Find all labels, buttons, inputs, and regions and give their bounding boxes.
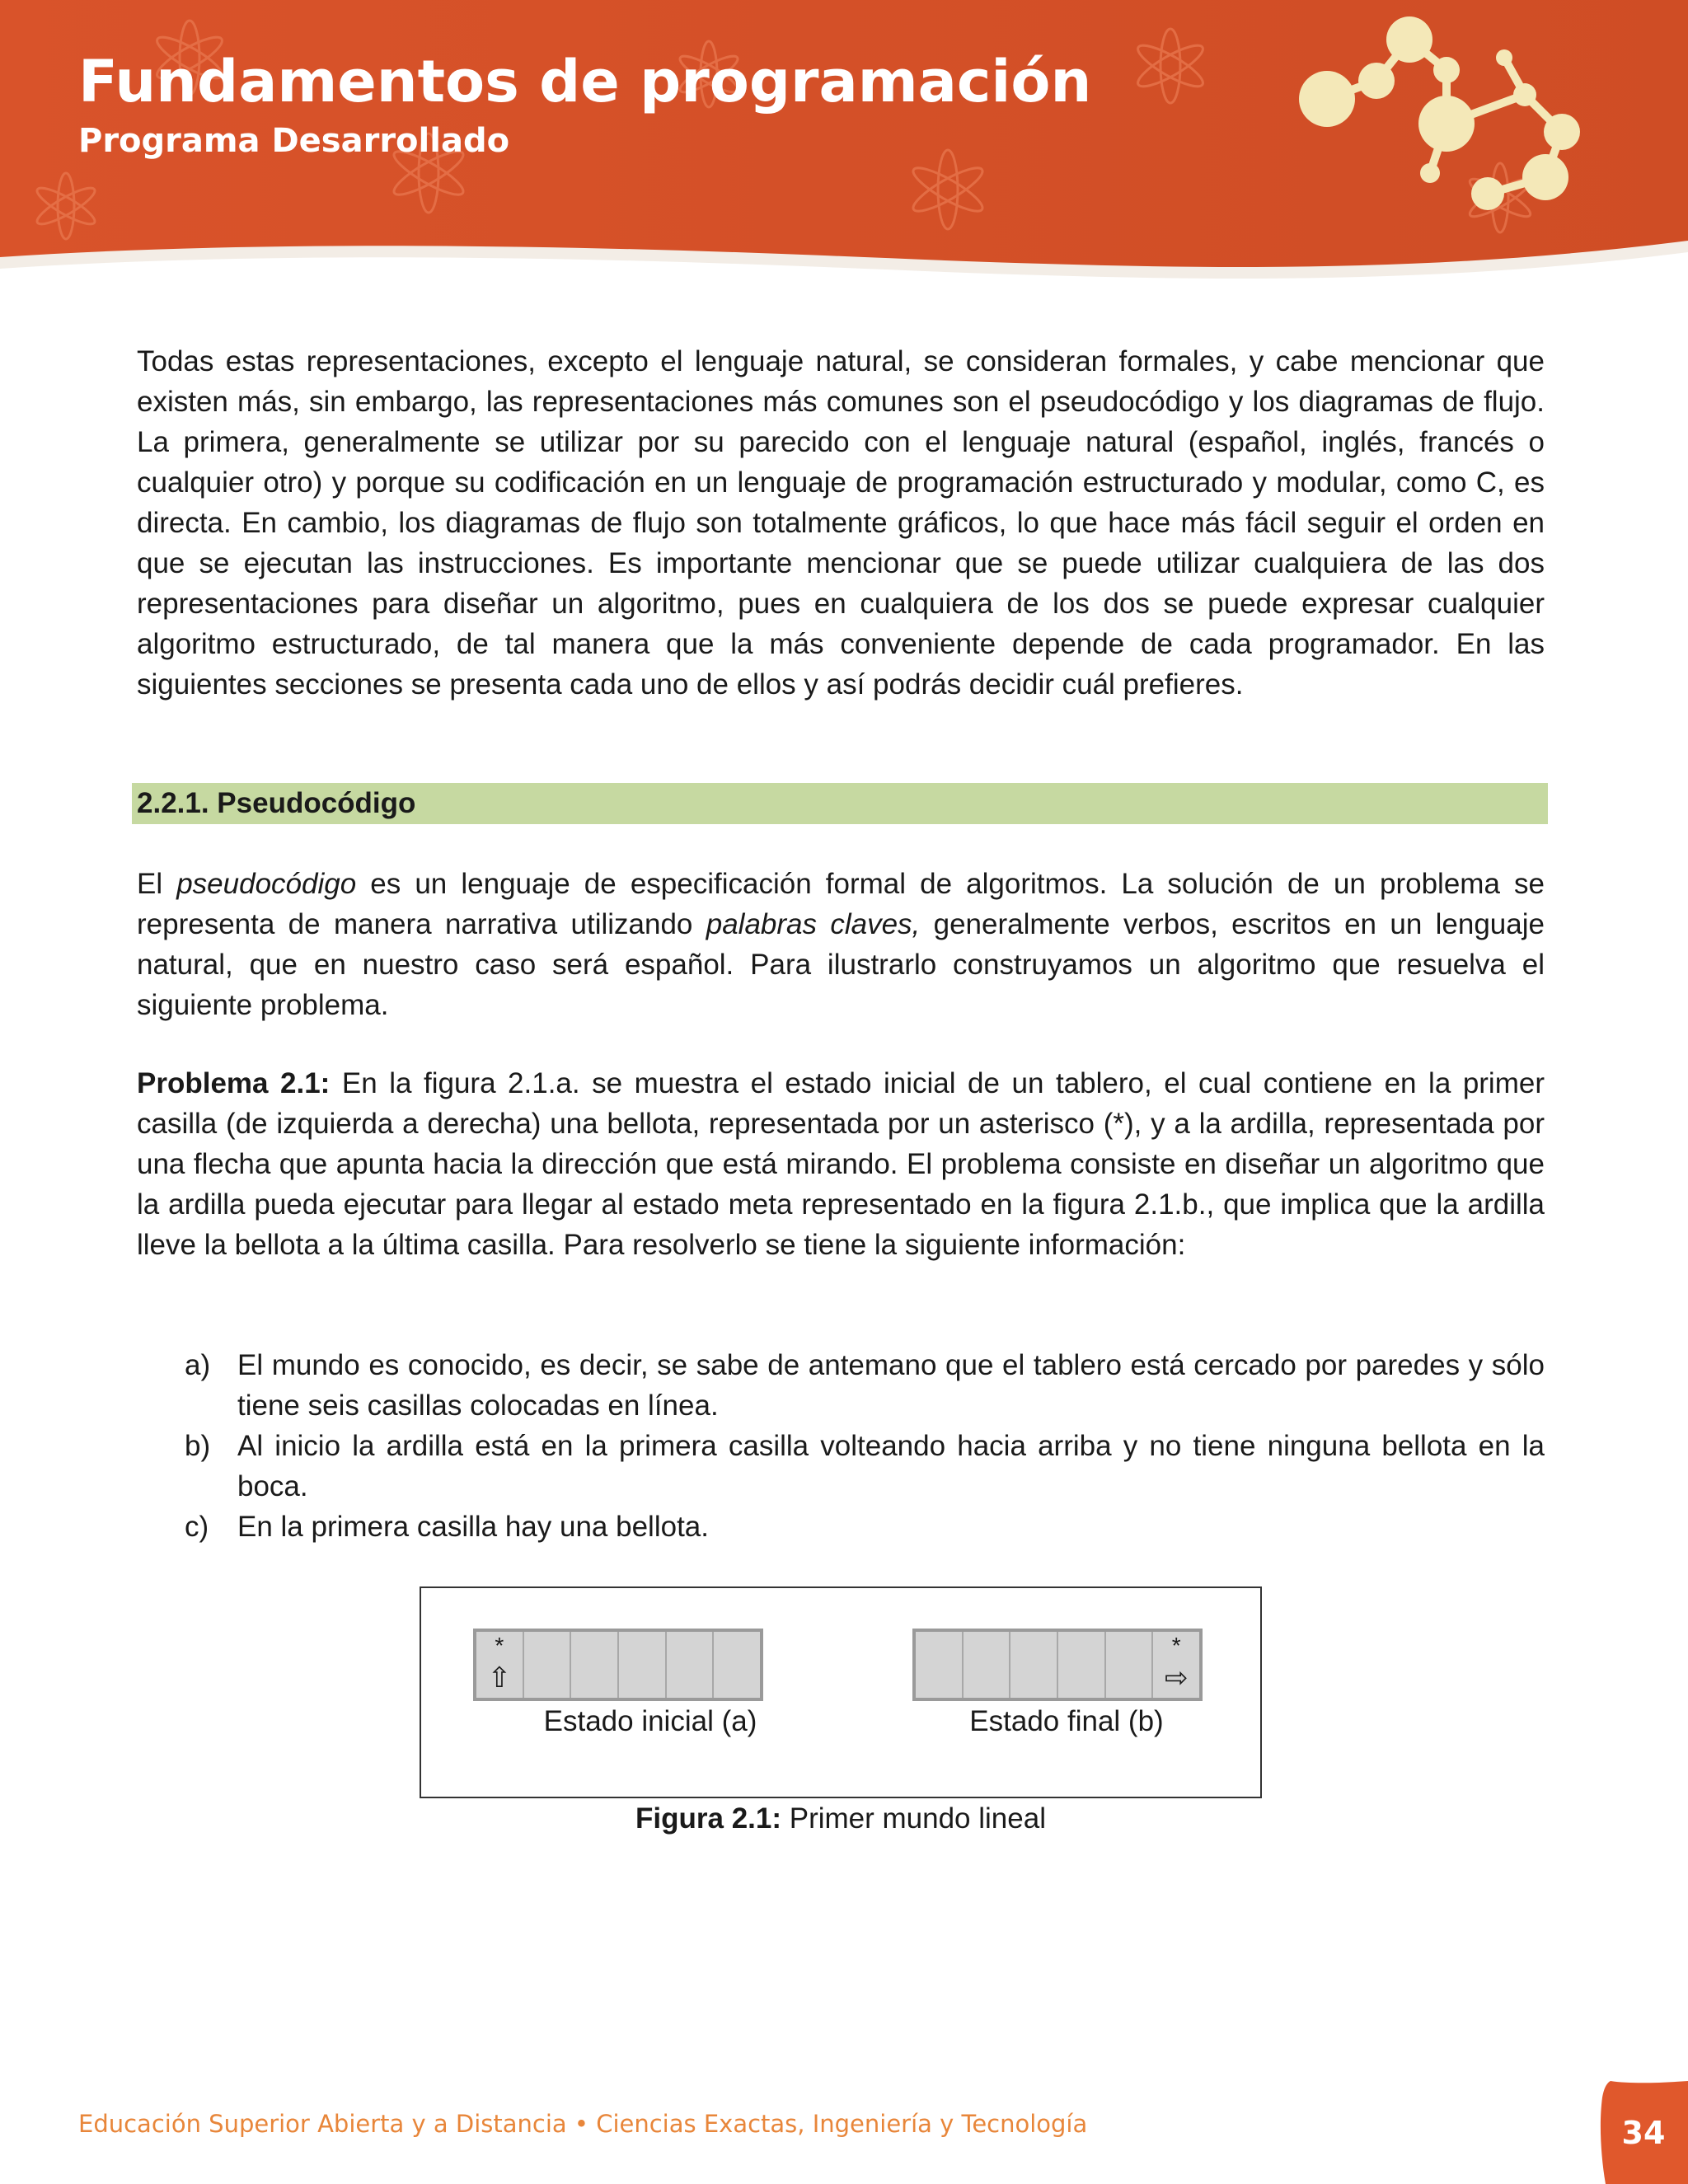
list-marker: c) bbox=[185, 1511, 209, 1543]
board-initial-label: Estado inicial (a) bbox=[543, 1705, 757, 1737]
list-item bbox=[185, 1507, 1545, 1547]
intro-paragraph: Todas estas representaciones, excepto el lenguaje natural, se consideran formales, y cabe mencionar que existen más, sin embargo, las representaciones más comunes son el pseudocódigo y los diagramas de flujo. La primera, generalmente se utilizar por su parecido con el lenguaje natural (español, inglés, francés o cualquier otro) y porque su codificación en un lenguaje de programación estructurado y modular, como C, es directa. En cambio, los diagramas de flujo son totalmente gráficos, lo que hace más fácil seguir el orden en que se ejecutan las instrucciones. Es importante mencionar que se puede utilizar cualquiera de las dos representaciones para diseñar un algoritmo, pues en cualquiera de los dos se puede expresar cualquier algoritmo estructurado, de tal manera que la más conveniente depende de cada programador. En las siguientes secciones se presenta cada uno de ellos y así podrás decidir cuál prefieres. bbox=[137, 345, 1545, 701]
board-cell bbox=[1153, 1632, 1199, 1698]
board-cell bbox=[1010, 1632, 1058, 1698]
acorn-marker: * bbox=[1171, 1633, 1181, 1658]
pseudo-text-1: El bbox=[137, 868, 177, 900]
right-arrow-icon: ⇨ bbox=[1164, 1662, 1189, 1694]
up-arrow-icon: ⇧ bbox=[487, 1662, 512, 1694]
board-cell bbox=[916, 1632, 964, 1698]
figure-caption bbox=[420, 1801, 1262, 1837]
caption-text: Primer mundo lineal bbox=[781, 1802, 1046, 1835]
pseudo-text-3: generalmente verbos, escritos en un lenguaje natural, que en nuestro caso será español. Para ilustrarlo construyamos un algoritmo que resuelva el siguiente problema. bbox=[137, 908, 1545, 1021]
list-marker: a) bbox=[185, 1349, 211, 1381]
header-banner bbox=[0, 0, 1688, 297]
document-subtitle: Programa Desarrollado bbox=[78, 122, 510, 160]
caption-label: Figura 2.1: bbox=[635, 1802, 781, 1835]
problem-text: En la figura 2.1.a. se muestra el estado inicial de un tablero, el cual contiene en la primer casilla (de izquierda a derecha) una bellota, representada por un asterisco (*), y a la ardilla, representada por una flecha que apunta hacia la dirección que está mirando. El problema consiste en diseñar un algoritmo que la ardilla pueda ejecutar para llegar al estado meta representado en la figura 2.1.b., que implica que la ardilla lleve la bellota a la última casilla. Para resolverlo se tiene la siguiente información: bbox=[137, 1067, 1545, 1261]
board-final bbox=[912, 1629, 1203, 1701]
board-cell bbox=[571, 1632, 619, 1698]
board-cell bbox=[524, 1632, 572, 1698]
board-cell bbox=[964, 1632, 1011, 1698]
problem-section bbox=[137, 1063, 1545, 1265]
list-text: En la primera casilla hay una bellota. bbox=[237, 1511, 709, 1543]
board-cell bbox=[714, 1632, 760, 1698]
board-cell bbox=[1058, 1632, 1106, 1698]
board-cell bbox=[667, 1632, 715, 1698]
pseudo-term: pseudocódigo bbox=[176, 868, 357, 900]
molecule-graphic bbox=[1269, 8, 1599, 239]
intro-section bbox=[137, 341, 1545, 705]
figure-box bbox=[420, 1586, 1262, 1798]
pseudo-paragraph bbox=[137, 864, 1545, 1025]
page-number: 34 bbox=[1621, 2115, 1666, 2151]
list-text: Al inicio la ardilla está en la primera casilla volteando hacia arriba y no tiene ninguna bellota en la boca. bbox=[237, 1430, 1545, 1502]
board-cell bbox=[476, 1632, 524, 1698]
document-title: Fundamentos de programación bbox=[78, 48, 1092, 115]
list-marker: b) bbox=[185, 1430, 211, 1462]
list-item bbox=[185, 1345, 1545, 1426]
footer-text: Educación Superior Abierta y a Distancia • Ciencias Exactas, Ingeniería y Tecnología bbox=[78, 2110, 1088, 2138]
acorn-marker: * bbox=[495, 1633, 504, 1658]
pseudo-text-2: es un lenguaje de especificación formal de algoritmos. La solución de un problema se representa de manera narrativa utilizando bbox=[137, 868, 1545, 940]
problem-paragraph bbox=[137, 1063, 1545, 1265]
list-text: El mundo es conocido, es decir, se sabe de antemano que el tablero está cercado por paredes y sólo tiene seis casillas colocadas en línea. bbox=[237, 1349, 1545, 1422]
list-item bbox=[185, 1426, 1545, 1507]
board-initial bbox=[473, 1629, 763, 1701]
info-list bbox=[185, 1345, 1545, 1547]
keywords-term: palabras claves, bbox=[706, 908, 921, 940]
board-cell bbox=[619, 1632, 667, 1698]
problem-label: Problema 2.1: bbox=[137, 1067, 331, 1099]
section-heading: 2.2.1. Pseudocódigo bbox=[132, 783, 1548, 824]
board-final-label: Estado final (b) bbox=[969, 1705, 1164, 1737]
board-cell bbox=[1106, 1632, 1154, 1698]
pseudo-section bbox=[137, 864, 1545, 1025]
